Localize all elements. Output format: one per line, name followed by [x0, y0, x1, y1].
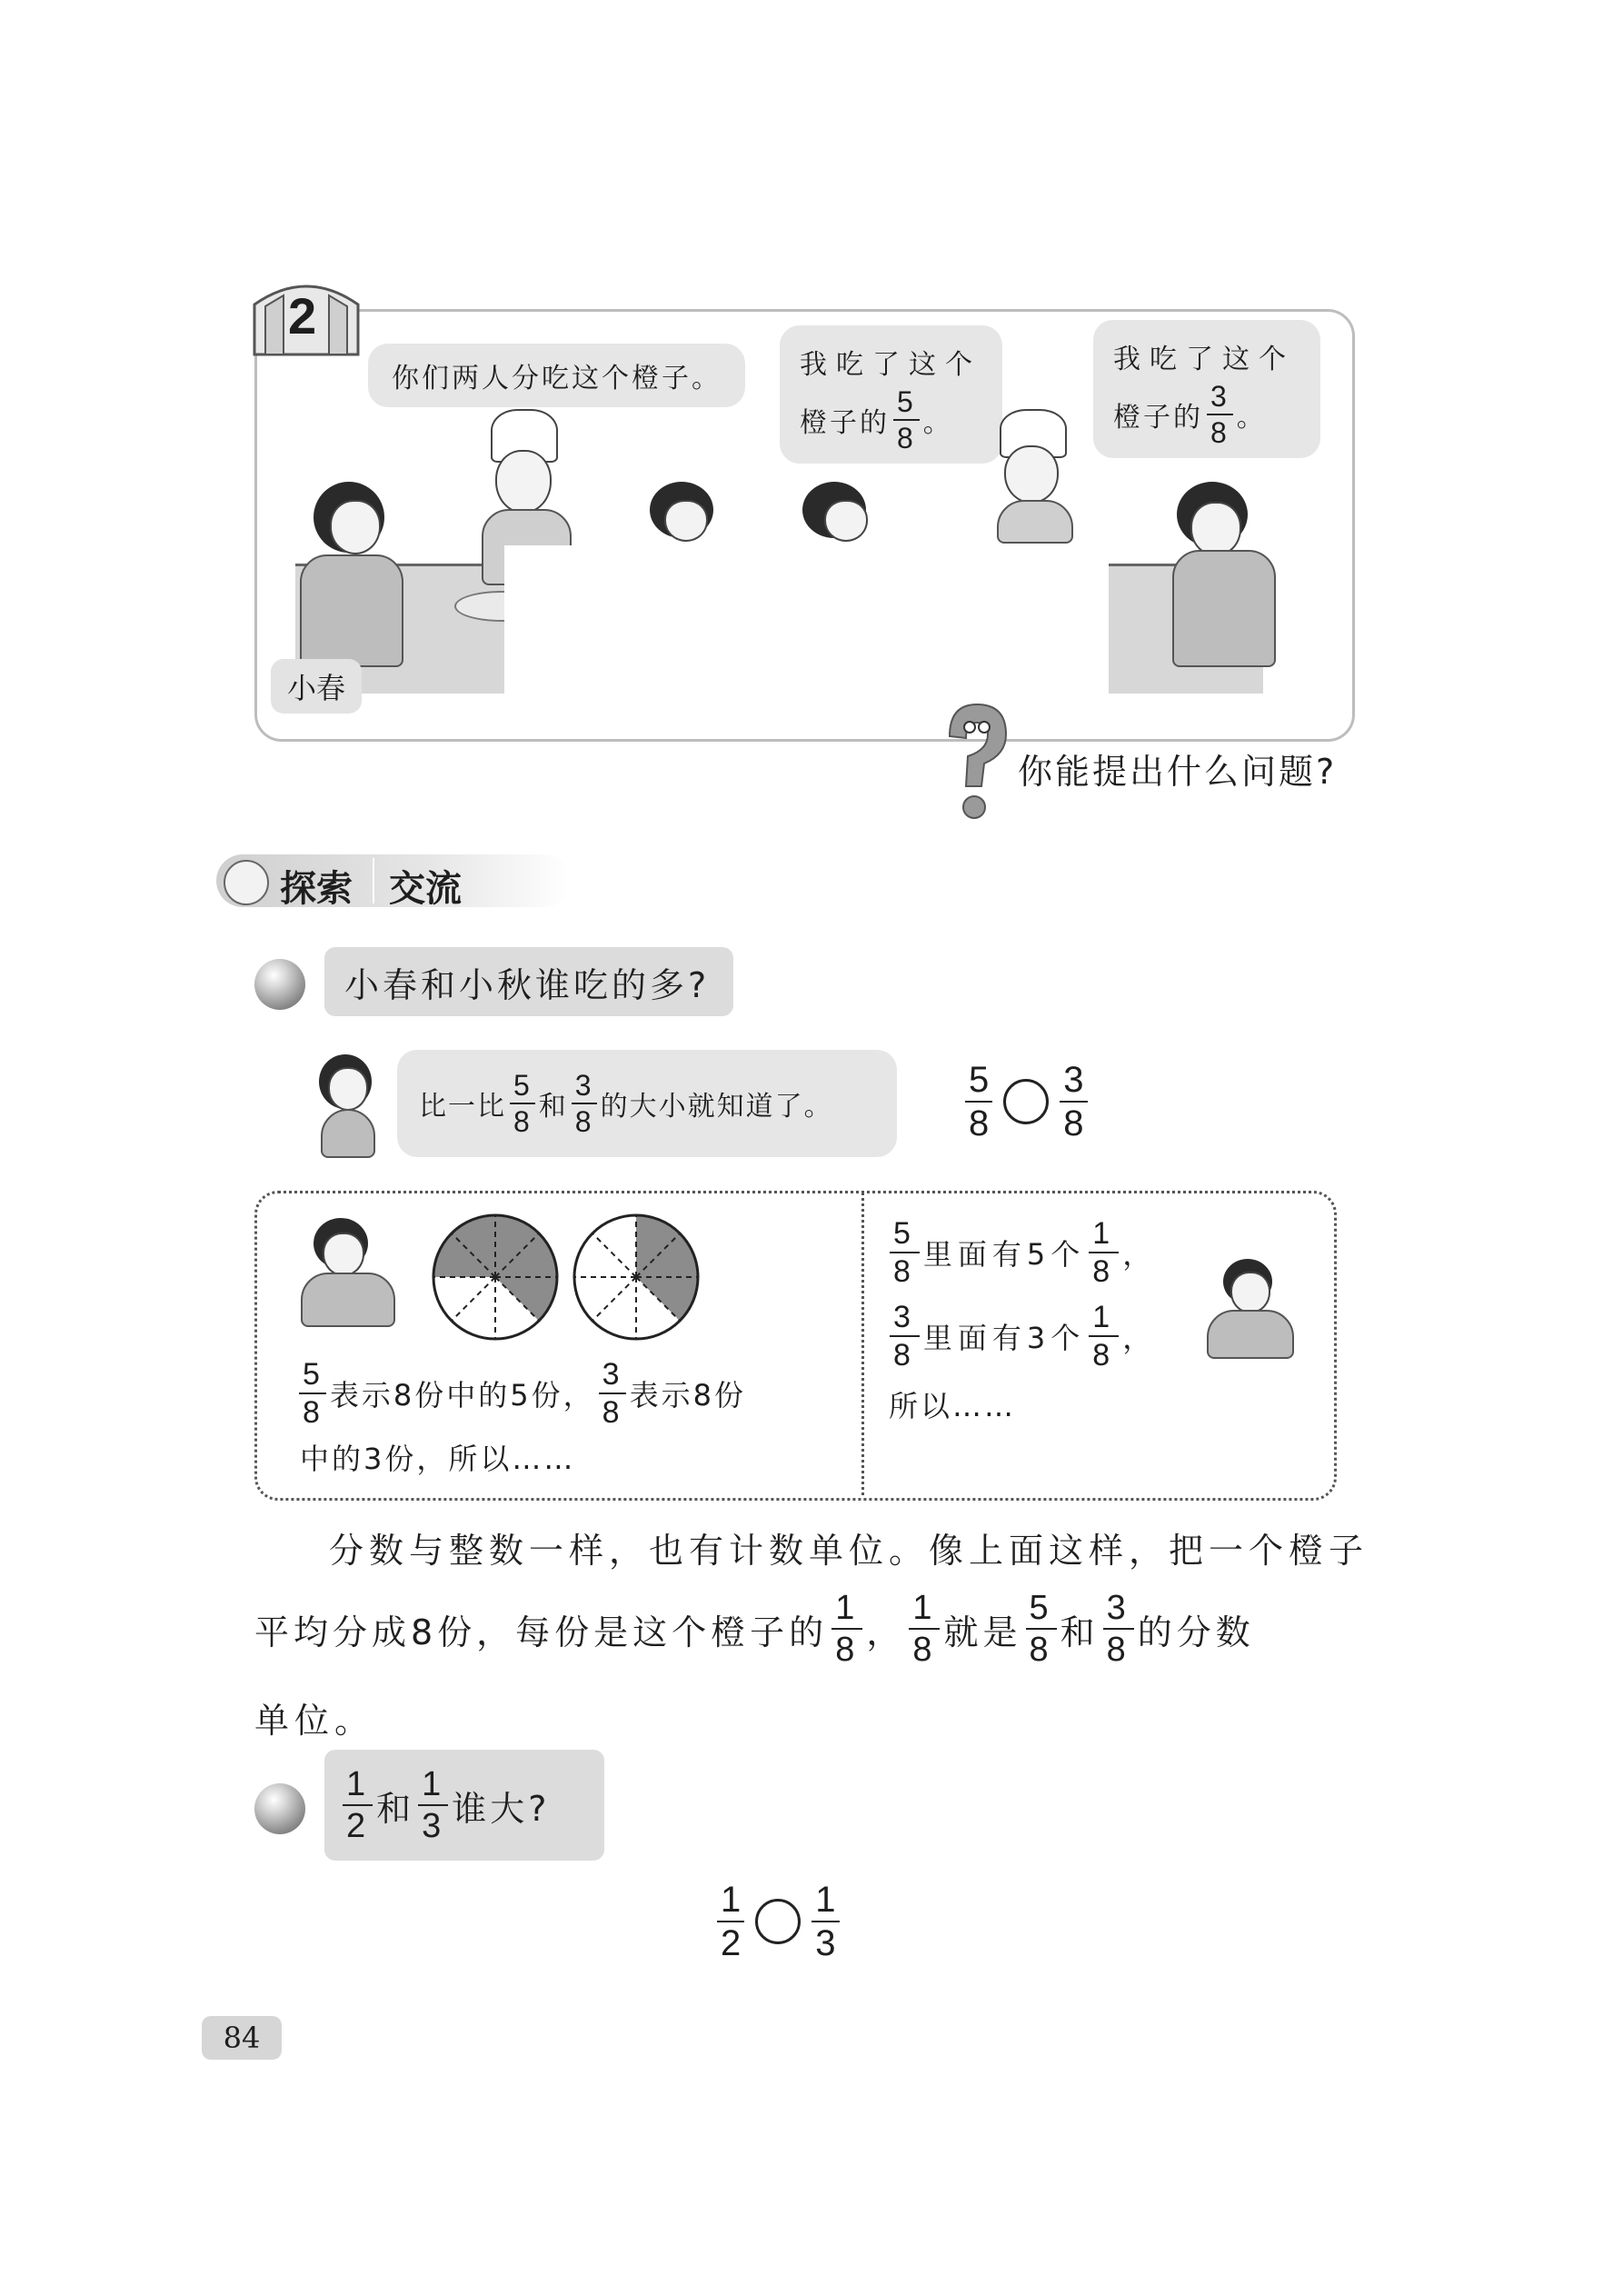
fraction-circles: [427, 1209, 709, 1345]
problem-number-badge: [247, 268, 365, 359]
numerator: 5: [965, 1062, 992, 1103]
problem-number: 2: [288, 287, 317, 344]
compare-blank-circle[interactable]: [1003, 1079, 1049, 1124]
page-number-badge: [202, 2016, 282, 2060]
question-2-and: 和: [376, 1788, 415, 1829]
speech-text-qiu-end: 。: [1236, 402, 1267, 434]
fraction-three-eighths: [572, 1071, 597, 1136]
blank-region: [504, 545, 877, 736]
denominator: 2: [721, 1923, 742, 1963]
numerator: 3: [599, 1359, 626, 1394]
numerator: 1: [831, 1591, 862, 1630]
numerator: 5: [890, 1218, 920, 1253]
numerator: 5: [299, 1359, 326, 1394]
name-tag-text: 小春: [286, 671, 345, 705]
sector-line: [452, 1277, 495, 1321]
speech-bubble-teacher: [368, 344, 745, 407]
numerator: 5: [510, 1071, 535, 1104]
girl-body: [321, 1109, 375, 1158]
paragraph-line2-pre: 平均分成8份，每份是这个橙子的: [254, 1612, 829, 1652]
fraction-three-eighths: [890, 1302, 920, 1371]
left-text-b: 表示8份: [629, 1378, 746, 1413]
numerator: 1: [1089, 1218, 1119, 1253]
denominator: 3: [422, 1807, 445, 1845]
name-tag-xiaochun: [271, 659, 362, 714]
numerator: 1: [812, 1882, 839, 1922]
fraction-three-eighths: [599, 1359, 626, 1428]
denominator: 8: [1092, 1338, 1116, 1373]
denominator: 8: [513, 1105, 532, 1138]
explore-icon: [224, 860, 269, 905]
left-explanation-line2: 中的3份，所以……: [300, 1442, 576, 1476]
question-mark-mascot-icon: [931, 700, 1018, 827]
pie-five-eighths: [433, 1215, 557, 1339]
speech-text-chun-prefix: 橙子的: [800, 407, 890, 439]
fraction-five-eighths: [299, 1359, 326, 1428]
speech-text-chun-end: 。: [922, 407, 953, 439]
boy-xiaoqiu-face: [1190, 502, 1241, 556]
fraction-one-half: [343, 1767, 373, 1843]
boy-figure-right: [1198, 1259, 1298, 1359]
denominator: 8: [969, 1103, 990, 1143]
fraction-one-third: [812, 1882, 839, 1962]
numerator: 3: [890, 1302, 920, 1337]
pie-three-eighths: [574, 1215, 698, 1339]
fraction-one-eighth: [1089, 1302, 1119, 1371]
numerator: 3: [1207, 382, 1233, 415]
right-explanation-row2: [886, 1302, 1157, 1371]
boy-xiaochun-face: [330, 500, 381, 554]
left-text-a: 表示8份中的5份，: [329, 1378, 595, 1413]
girl-text-and: 和: [538, 1091, 568, 1123]
denominator: 3: [815, 1923, 836, 1963]
numerator: 1: [717, 1882, 744, 1922]
numerator: 1: [418, 1767, 448, 1806]
speech-text-qiu-prefix: 橙子的: [1113, 402, 1203, 434]
fraction-one-eighth: [909, 1591, 940, 1667]
paragraph-line2-and: 和: [1060, 1612, 1100, 1652]
girl-figure: [314, 1054, 377, 1154]
fraction-five-eighths: [1026, 1591, 1057, 1667]
paragraph-line3: 单位。: [254, 1701, 375, 1741]
denominator: 8: [893, 1254, 916, 1289]
method-box-divider: [861, 1193, 864, 1495]
fraction-three-eighths: [1103, 1591, 1134, 1667]
bullet-ball-icon: [254, 1783, 305, 1834]
denominator: 8: [1063, 1103, 1084, 1143]
fraction-one-eighth: [831, 1591, 862, 1667]
denominator: 8: [897, 422, 916, 454]
numerator: 1: [343, 1767, 373, 1806]
left-explanation-line1: [295, 1359, 746, 1428]
boy-xiaoqiu-body: [1172, 550, 1276, 667]
girl-text-post: 的大小就知道了。: [600, 1091, 833, 1123]
compare-q1: [961, 1062, 1091, 1142]
fraction-one-third: [418, 1767, 448, 1843]
denominator: 8: [1029, 1631, 1053, 1669]
numerator: 3: [1060, 1062, 1087, 1103]
paragraph-line2: [254, 1591, 1255, 1667]
bullet-ball-icon: [254, 959, 305, 1010]
fraction-one-eighth: [1089, 1218, 1119, 1287]
boy-body: [1207, 1310, 1294, 1359]
chef-girl-body-2: [997, 500, 1073, 544]
boy-figure-left: [295, 1218, 395, 1327]
denominator: 8: [1106, 1631, 1130, 1669]
sector-line: [592, 1277, 636, 1321]
right-row1-end: ，: [1122, 1237, 1158, 1272]
denominator: 8: [574, 1105, 593, 1138]
right-explanation-row1: [886, 1218, 1157, 1287]
numerator: 5: [1026, 1591, 1057, 1630]
chef-girl-face-2: [1004, 445, 1059, 504]
fraction-three-eighths: [1060, 1062, 1087, 1142]
fraction-five-eighths: [510, 1071, 535, 1136]
denominator: 8: [893, 1338, 916, 1373]
page-number: 84: [223, 2021, 261, 2055]
compare-q2: [713, 1882, 843, 1962]
scene-illustration: [259, 409, 1345, 736]
paragraph-line2-mid: 就是: [943, 1612, 1022, 1652]
section-title-explore: 探索: [280, 868, 353, 910]
denominator: 8: [303, 1395, 323, 1430]
section-title-exchange: 交流: [389, 868, 462, 910]
denominator: 8: [1210, 416, 1230, 449]
right-row2-end: ，: [1122, 1321, 1158, 1355]
speech-text-chun-line1: 我吃了这个: [800, 349, 981, 381]
question-2-box: [324, 1750, 604, 1861]
boy-body: [301, 1273, 395, 1327]
section-header: [216, 854, 571, 910]
denominator: 8: [1092, 1254, 1116, 1289]
girl-text-pre: 比一比: [419, 1091, 506, 1123]
right-explanation-row3: 所以……: [889, 1389, 1017, 1423]
speech-text-qiu-line1: 我吃了这个: [1113, 344, 1295, 375]
fraction-five-eighths: [965, 1062, 992, 1142]
question-1-text: 小春和小秋谁吃的多?: [344, 964, 711, 1005]
numerator: 3: [572, 1071, 597, 1104]
section-divider: [373, 858, 374, 903]
numerator: 1: [909, 1591, 940, 1630]
boy-face-middle-1: [664, 500, 708, 542]
right-row1-text: 里面有5个: [922, 1237, 1086, 1272]
paragraph-line2-sep: ，: [866, 1612, 906, 1652]
denominator: 2: [346, 1807, 370, 1845]
paragraph-line1: 分数与整数一样，也有计数单位。像上面这样，把一个橙子: [329, 1531, 1369, 1571]
sector-line: [592, 1233, 636, 1277]
denominator: 8: [912, 1631, 937, 1669]
numerator: 3: [1103, 1591, 1134, 1630]
fraction-five-eighths: [890, 1218, 920, 1287]
denominator: 8: [602, 1395, 622, 1430]
paragraph-line2-post: 的分数: [1137, 1612, 1255, 1652]
fraction-one-half: [717, 1882, 744, 1962]
right-row2-text: 里面有3个: [922, 1321, 1086, 1355]
denominator: 8: [835, 1631, 860, 1669]
numerator: 1: [1089, 1302, 1119, 1337]
chef-girl-face: [495, 450, 552, 514]
question-prompt: 你能提出什么问题?: [1018, 752, 1338, 792]
boy-face: [323, 1233, 364, 1276]
numerator: 5: [893, 387, 920, 421]
speech-text-teacher: 你们两人分吃这个橙子。: [392, 363, 722, 394]
girl-face: [328, 1067, 368, 1111]
speech-bubble-girl: [397, 1050, 897, 1157]
boy-face: [1230, 1272, 1270, 1313]
question-1-box: [324, 947, 733, 1016]
compare-blank-circle[interactable]: [755, 1899, 801, 1944]
question-2-post: 谁大?: [452, 1788, 551, 1829]
boy-xiaochun-body: [300, 554, 403, 667]
boy-face-middle-2: [824, 500, 868, 542]
